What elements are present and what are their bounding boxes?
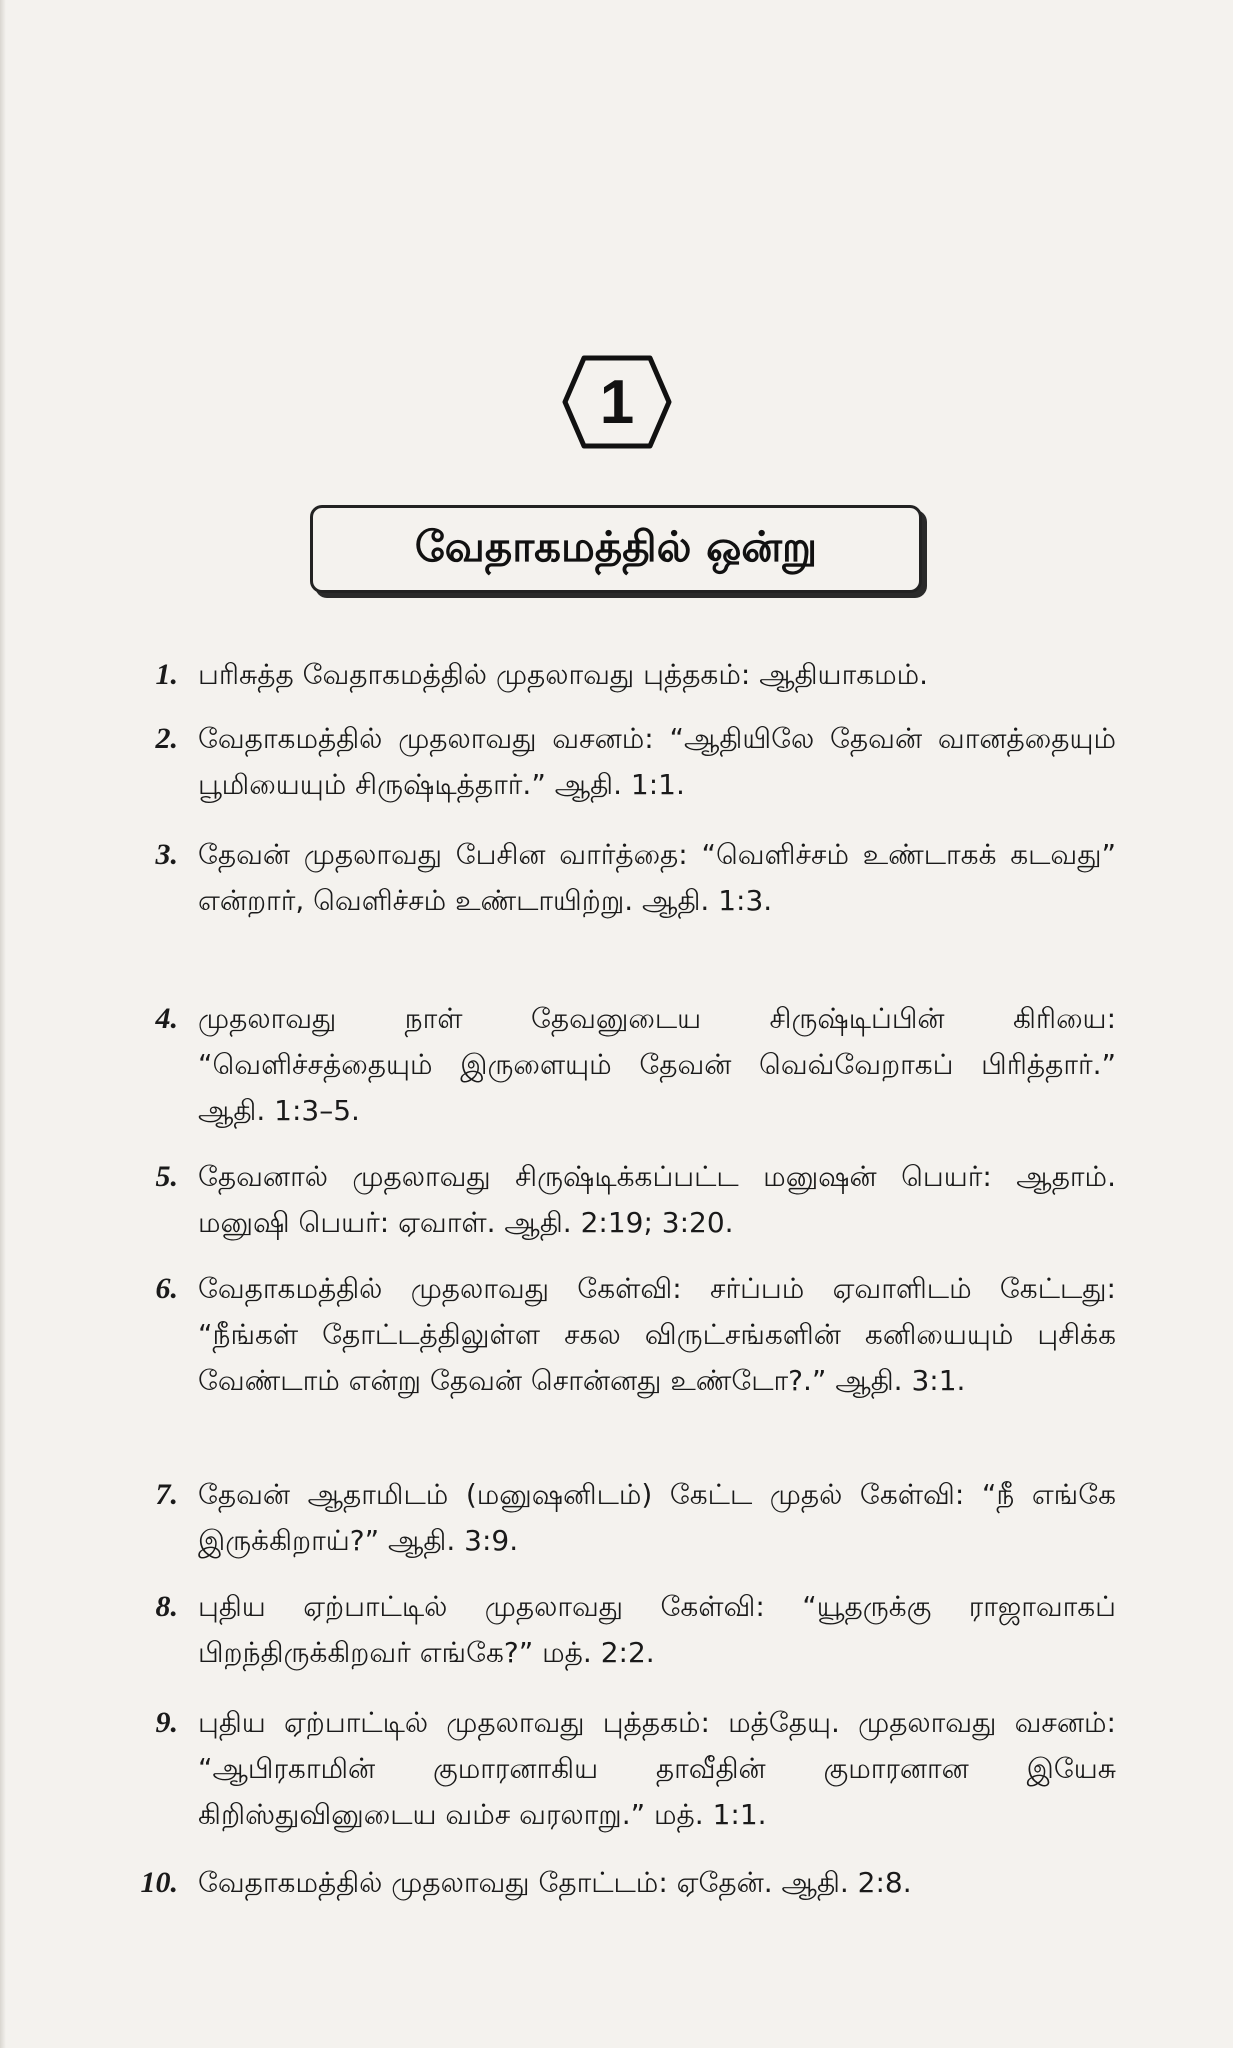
item-text: புதிய ஏற்பாட்டில் முதலாவது கேள்வி: “யூதருக்கு ராஜாவாகப் பிறந்திருக்கிறவர் எங்கே?” மத். 2:2.	[198, 1590, 1116, 1669]
chapter-badge	[562, 355, 672, 449]
item-number: 6.	[155, 1272, 178, 1305]
item-number: 9.	[155, 1706, 178, 1739]
page-edge-shadow	[0, 0, 6, 2048]
chapter-number: 1	[599, 367, 635, 437]
item-text: வேதாகமத்தில் முதலாவது வசனம்: “ஆதியிலே தேவன் வானத்தையும் பூமியையும் சிருஷ்டித்தார்.” ஆதி. 1:1.	[198, 722, 1116, 801]
item-text: தேவன் ஆதாமிடம் (மனுஷனிடம்) கேட்ட முதல் கேள்வி: “நீ எங்கே இருக்கிறாய்?” ஆதி. 3:9.	[198, 1478, 1116, 1557]
item-text: பரிசுத்த வேதாகமத்தில் முதலாவது புத்தகம்: ஆதியாகமம்.	[198, 658, 929, 691]
item-number: 2.	[155, 722, 178, 755]
item-text: வேதாகமத்தில் முதலாவது தோட்டம்: ஏதேன். ஆதி. 2:8.	[198, 1866, 912, 1899]
item-number: 10.	[140, 1866, 178, 1899]
item-text: புதிய ஏற்பாட்டில் முதலாவது புத்தகம்: மத்தேயு. முதலாவது வசனம்: “ஆபிரகாமின் குமாரனாகிய தாவீதின் குமாரனான இயேசு கிறிஸ்துவினுடைய வம்ச வரலாறு.” மத். 1:1.	[198, 1706, 1116, 1831]
item-text: தேவன் முதலாவது பேசின வார்த்தை: “வெளிச்சம் உண்டாகக் கடவது” என்றார், வெளிச்சம் உண்டாயிற்று. ஆதி. 1:3.	[198, 838, 1116, 917]
item-number: 3.	[155, 838, 178, 871]
item-text: தேவனால் முதலாவது சிருஷ்டிக்கப்பட்ட மனுஷன் பெயர்: ஆதாம். மனுஷி பெயர்: ஏவாள். ஆதி. 2:19; 3:20.	[198, 1160, 1116, 1239]
item-text: வேதாகமத்தில் முதலாவது கேள்வி: சர்ப்பம் ஏவாளிடம் கேட்டது: “நீங்கள் தோட்டத்திலுள்ள சகல விருட்சங்களின் கனியையும் புசிக்க வேண்டாம் என்று தேவன் சொன்னது உண்டோ?.” ஆதி. 3:1.	[198, 1272, 1116, 1397]
item-number: 5.	[155, 1160, 178, 1193]
item-number: 8.	[155, 1590, 178, 1623]
item-text: முதலாவது நாள் தேவனுடைய சிருஷ்டிப்பின் கிரியை: “வெளிச்சத்தையும் இருளையும் தேவன் வெவ்வேறாகப் பிரித்தார்.” ஆதி. 1:3–5.	[198, 1002, 1116, 1127]
item-number: 7.	[155, 1478, 178, 1511]
item-number: 1.	[155, 658, 178, 691]
item-number: 4.	[155, 1002, 178, 1035]
chapter-title: வேதாகமத்தில் ஒன்று	[414, 521, 818, 571]
chapter-title-box	[310, 505, 922, 593]
